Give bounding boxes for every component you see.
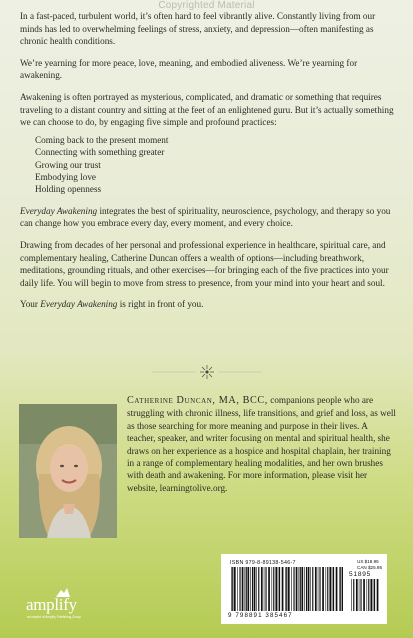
barcode-bar [291,567,292,611]
barcode-bar [272,567,273,611]
barcode-bar [339,567,340,611]
barcode-bar [245,567,246,611]
barcode-bar [258,567,259,611]
barcode-bar [279,567,280,611]
blurb-paragraph-1: In a fast-paced, turbulent world, it’s often hard to feel vibrantly alive. Constantly living from our minds has led to overwhelming feelings of stress, anxiety, and depression—often manifesting as chronic health conditions. [20,11,376,47]
author-portrait-illustration [19,404,117,538]
blurb-paragraph-3: Awakening is often portrayed as mysterious, complicated, and dramatic or something that requires traveling to a distant country and sitting at the feet of an enlightened guru. But it’s actually something we can choose to do, by engaging five simple and profound practices: [20,91,394,128]
copyright-watermark: Copyrighted Material [158,0,255,11]
barcode-bar [237,567,238,611]
barcode-bar [275,567,277,611]
barcode-bar [367,579,368,611]
publisher-logo [26,587,106,619]
sunburst-divider-icon [152,364,262,380]
barcode-bar [231,567,232,611]
barcode-bar [351,579,352,611]
barcode-bar [254,567,256,611]
barcode-bar [286,567,287,611]
barcode-bar [368,579,369,611]
publisher-tagline: an imprint of Amplify Publishing Group [27,615,82,619]
blurb-paragraph-5: Drawing from decades of her personal and professional experience in healthcare, spiritual care, and complementary healing, Catherine Duncan offers a wealth of options—including breathwork, meditations, grounding rituals, and other exercises—for bringing each of the five practices into your daily life. You will begin to move from stress to presence, from your mind into your heart and soul. [20,239,389,288]
practice-item: Coming back to the present moment [35,134,169,145]
barcode-bar [265,567,266,611]
barcode-bar [293,567,294,611]
barcode-bar [232,567,233,611]
practices-list [35,134,395,196]
barcode-bar [359,579,360,611]
barcode-bar [264,567,265,611]
barcode-bar [300,567,301,611]
price-us: US $18.95 [357,559,379,564]
barcode-bar [315,567,317,611]
barcode-bar [299,567,300,611]
author-bio [127,394,397,494]
barcode-bar [285,567,286,611]
barcode-bar [326,567,327,611]
barcode-addon-code: 51895 [349,571,372,578]
blurb-paragraph-6-pre: Your [20,299,41,310]
author-bio-text: companions people who are struggling with chronic illness, life transitions, and grief and loss, as well as those searching for more meaning and purpose in their lives. A teacher, speaker, and writer focusing on mental and spiritual health, she draws on her experience as a hospice and hospital chaplain, her training in a range of complementary healing modalities, and her own brushes with death and awakening. For more information, please visit her website, learningtolive.org. [127,395,396,493]
barcode-bar [250,567,251,611]
barcode-bar [373,579,374,611]
barcode-bar [256,567,257,611]
blurb-paragraph-4-text: integrates the best of spirituality, neuroscience, psychology, and therapy so you can change how you embrace every day, every moment, and every choice. [20,205,391,229]
barcode-bar [327,567,328,611]
barcode-bar [288,567,290,611]
barcode-bar [377,579,379,611]
barcode-bar [342,567,343,611]
book-title-italic: Everyday Awakening [40,299,118,310]
barcode-bar [273,567,274,611]
barcode-bar [246,567,247,611]
barcode-bar [261,567,263,611]
barcode-bar [247,567,249,611]
barcode-bar [306,567,307,611]
practice-item: Growing our trust [35,159,101,170]
barcode-bar [329,567,331,611]
isbn-label: ISBN 979-8-89138-546-7 [230,560,296,566]
barcode-bar [312,567,313,611]
barcode-main-code: 9 798891 385467 [228,612,293,619]
sunburst-divider [0,364,413,380]
barcode-bar [239,567,240,611]
barcode-bar [322,567,324,611]
barcode-bar [278,567,279,611]
practice-item: Embodying love [35,171,96,182]
barcode-bar [336,567,338,611]
barcode-bar [318,567,319,611]
barcode-bar [370,579,372,611]
barcode-bar [340,567,341,611]
publisher-name: amplify [26,595,77,614]
blurb-paragraph-6-post: is right in front of you. [117,299,204,310]
barcode-bar [296,567,298,611]
author-photo [19,404,117,538]
isbn-barcode [221,554,387,624]
barcode-bars-icon [231,567,343,611]
barcode-bar [268,567,270,611]
barcode-bar [304,567,305,611]
cover-blurb [20,10,395,320]
barcode-bar [301,567,303,611]
barcode-bar [360,579,361,611]
barcode-bar [353,579,354,611]
barcode-bar [332,567,333,611]
blurb-paragraph-4 [20,205,395,230]
barcode-addon-bars-icon [351,579,381,611]
barcode-bar [363,579,365,611]
blurb-paragraph-2: We’re yearning for more peace, love, meaning, and embodied aliveness. We’re yearning for awakening. [20,57,358,81]
practice-item: Connecting with something greater [35,147,165,158]
blurb-paragraph-6 [20,298,395,311]
barcode-bar [242,567,244,611]
barcode-bar [374,579,375,611]
price-can: CAN $25.95 [357,565,383,570]
barcode-bar [282,567,284,611]
barcode-bar [310,567,311,611]
book-title-italic: Everyday Awakening [20,205,98,216]
barcode-bar [308,567,310,611]
author-name: Catherine Duncan, MA, BCC, [127,395,268,406]
barcode-bar [356,579,358,611]
barcode-bar [333,567,334,611]
barcode-bar [252,567,253,611]
practice-item: Holding openness [35,184,102,195]
barcode-bar [319,567,320,611]
barcode-bar [234,567,236,611]
